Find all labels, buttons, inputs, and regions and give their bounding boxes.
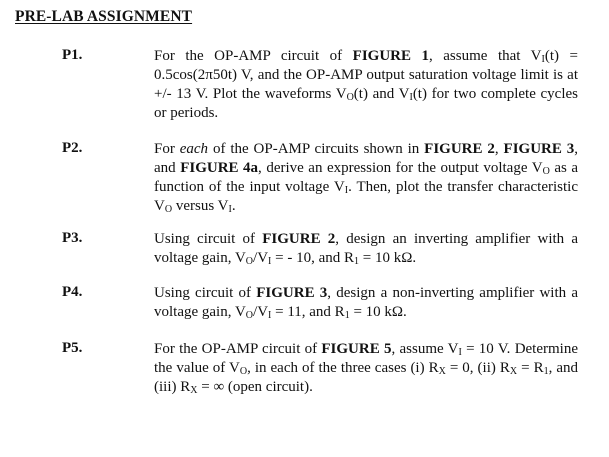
problem-number: P2.: [62, 140, 83, 156]
problem-text: Using circuit of FIGURE 3, design a non-inverting amplifier with a voltage gain, $V_O/V_I = 11$, and $R_1 = 10$ kΩ.: [154, 285, 578, 321]
problem-text: For the OP-AMP circuit of FIGURE 1, assume that $V_I(t) = 0.5\cos(2\pi 50t)$ V, and the OP-AMP output saturation voltage limit is at +/- 13 V. Plot the waveforms $V_O(t)$ and $V_I(t)$ for two complete cycles or periods.: [154, 48, 578, 121]
problem-number: P5.: [62, 340, 83, 356]
problem-text: For the OP-AMP circuit of FIGURE 5, assume $V_I = 10$ V. Determine the value of $V_O$, in each of the three cases (i) $R_X = 0$, (ii) $R_X = R_1$, and (iii) $R_X$ = ∞ (open circuit).: [154, 341, 579, 396]
problem-number: P3.: [62, 230, 83, 246]
page-title: PRE-LAB ASSIGNMENT: [15, 8, 193, 25]
problem-number: P1.: [62, 47, 83, 63]
problem-number: P4.: [62, 284, 83, 300]
problem-text: For each of the OP-AMP circuits shown in FIGURE 2, FIGURE 3, and FIGURE 4a, derive an expression for the output voltage $V_O$ as a function of the input voltage $V_I$. Then, plot the transfer characteristic $V_O$ versus $V_I$.: [154, 141, 579, 215]
problem-text: Using circuit of FIGURE 2, design an inverting amplifier with a voltage gain, $V_O/V_I$ = - 10, and $R_1 = 10$ kΩ.: [154, 231, 579, 267]
